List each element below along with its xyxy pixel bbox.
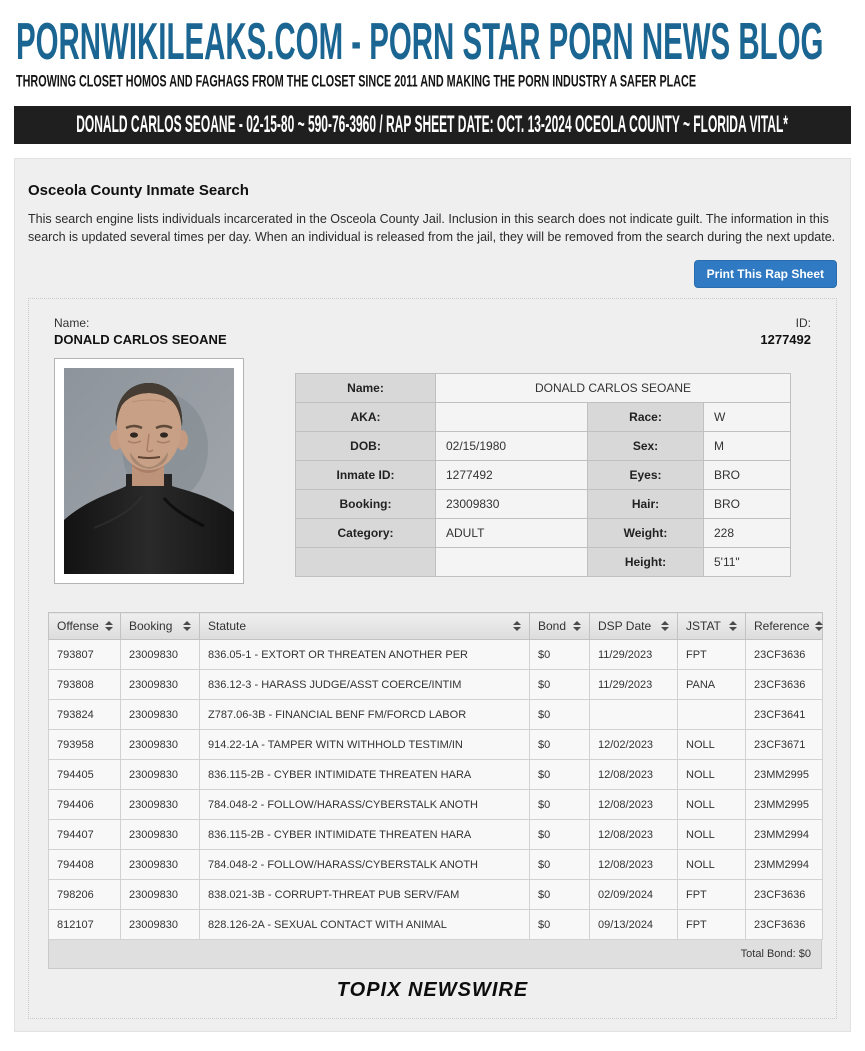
details-label-cell: Booking: (296, 490, 436, 519)
details-value-cell: BRO (704, 461, 791, 490)
offense-cell: $0 (530, 640, 590, 670)
details-value-cell (436, 403, 588, 432)
details-value-cell: ADULT (436, 519, 588, 548)
details-row (296, 432, 791, 461)
details-value-cell: DONALD CARLOS SEOANE (436, 374, 791, 403)
offense-cell: 23CF3636 (746, 910, 823, 940)
offense-cell: 23009830 (121, 910, 200, 940)
offense-cell: 793958 (49, 730, 121, 760)
topix-newswire-watermark: TOPIX NEWSWIRE (336, 979, 529, 1002)
offense-cell: 836.12-3 - HARASS JUDGE/ASST COERCE/INTIM (200, 670, 530, 700)
offense-cell: 12/08/2023 (590, 820, 678, 850)
details-label-cell: Hair: (588, 490, 704, 519)
offense-cell: NOLL (678, 850, 746, 880)
offense-row (49, 850, 823, 880)
column-label: Offense (57, 619, 99, 634)
offense-cell: $0 (530, 850, 590, 880)
offense-cell: 12/08/2023 (590, 850, 678, 880)
column-header-jstat[interactable] (678, 613, 746, 640)
offense-cell: 836.115-2B - CYBER INTIMIDATE THREATEN HARA (200, 760, 530, 790)
details-value-cell: 02/15/1980 (436, 432, 588, 461)
offense-cell: 23009830 (121, 640, 200, 670)
column-label: DSP Date (598, 619, 652, 634)
offense-cell: $0 (530, 910, 590, 940)
id-block (760, 315, 811, 348)
offense-cell: 11/29/2023 (590, 640, 678, 670)
details-label-cell: Race: (588, 403, 704, 432)
offense-cell: NOLL (678, 730, 746, 760)
site-tagline: THROWING CLOSET HOMOS AND FAGHAGS FROM THE CLOSET SINCE 2011 AND MAKING THE PORN INDUSTRY A SAFER PLACE (16, 72, 697, 91)
offense-cell: 793808 (49, 670, 121, 700)
offense-cell: 23MM2994 (746, 850, 823, 880)
inmate-record-box (28, 298, 837, 1019)
offense-table-header (49, 613, 823, 640)
mugshot-illustration (64, 368, 234, 574)
offense-cell: $0 (530, 670, 590, 700)
column-header-booking[interactable] (121, 613, 200, 640)
details-label-cell: DOB: (296, 432, 436, 461)
offense-row (49, 640, 823, 670)
offense-cell: $0 (530, 820, 590, 850)
sort-icon[interactable] (815, 621, 823, 631)
offense-cell: 793824 (49, 700, 121, 730)
content-panel (14, 158, 851, 1032)
column-header-reference[interactable] (746, 613, 823, 640)
name-block (54, 315, 227, 348)
offense-cell: 23CF3671 (746, 730, 823, 760)
details-value-cell: 5'11" (704, 548, 791, 577)
offense-cell: 914.22-1A - TAMPER WITN WITHHOLD TESTIM/IN (200, 730, 530, 760)
offense-cell: 09/13/2024 (590, 910, 678, 940)
name-id-row (54, 315, 811, 348)
column-label: Bond (538, 619, 567, 634)
total-bond-bar: Total Bond: $0 (48, 940, 822, 969)
offense-cell: NOLL (678, 820, 746, 850)
offense-cell: FPT (678, 640, 746, 670)
offense-row (49, 730, 823, 760)
details-value-cell: 1277492 (436, 461, 588, 490)
offense-cell: 12/08/2023 (590, 760, 678, 790)
details-label-cell: Eyes: (588, 461, 704, 490)
offense-cell: 23MM2995 (746, 790, 823, 820)
details-label-cell: Inmate ID: (296, 461, 436, 490)
offense-cell: 784.048-2 - FOLLOW/HARASS/CYBERSTALK ANOTH (200, 850, 530, 880)
offense-cell: 23CF3641 (746, 700, 823, 730)
details-value-cell: W (704, 403, 791, 432)
offense-cell: 12/02/2023 (590, 730, 678, 760)
offense-cell: 23009830 (121, 760, 200, 790)
column-label: JSTAT (686, 619, 721, 634)
offense-row (49, 760, 823, 790)
offense-cell: 793807 (49, 640, 121, 670)
offense-cell: 794408 (49, 850, 121, 880)
details-value-cell: 23009830 (436, 490, 588, 519)
offense-cell (590, 700, 678, 730)
offense-cell: Z787.06-3B - FINANCIAL BENF FM/FORCD LABOR (200, 700, 530, 730)
offense-cell: 794405 (49, 760, 121, 790)
details-value-cell (436, 548, 588, 577)
offense-cell: NOLL (678, 790, 746, 820)
inmate-details-table (295, 373, 791, 577)
offense-cell: 812107 (49, 910, 121, 940)
offense-cell: 798206 (49, 880, 121, 910)
offense-cell: 836.115-2B - CYBER INTIMIDATE THREATEN HARA (200, 820, 530, 850)
offense-cell: 794407 (49, 820, 121, 850)
mugshot-photo (54, 358, 244, 584)
details-row (296, 519, 791, 548)
offense-cell: 23MM2994 (746, 820, 823, 850)
details-label-cell: Sex: (588, 432, 704, 461)
offense-cell: 23MM2995 (746, 760, 823, 790)
offense-row (49, 880, 823, 910)
offense-cell: $0 (530, 760, 590, 790)
offense-cell: 23009830 (121, 880, 200, 910)
offense-row (49, 820, 823, 850)
name-label: Name: (54, 316, 90, 331)
offense-cell: PANA (678, 670, 746, 700)
column-label: Booking (129, 619, 173, 634)
offense-cell: 23CF3636 (746, 670, 823, 700)
offense-cell: 23009830 (121, 850, 200, 880)
offense-cell: $0 (530, 700, 590, 730)
offense-cell: 23CF3636 (746, 640, 823, 670)
details-row (296, 461, 791, 490)
column-header-bond[interactable] (530, 613, 590, 640)
offense-cell: 23009830 (121, 700, 200, 730)
offense-cell: FPT (678, 910, 746, 940)
offense-cell (678, 700, 746, 730)
details-row (296, 374, 791, 403)
offense-row (49, 790, 823, 820)
offense-cell: 23009830 (121, 730, 200, 760)
details-value-cell: 228 (704, 519, 791, 548)
offense-cell: $0 (530, 730, 590, 760)
details-label-cell: Weight: (588, 519, 704, 548)
details-row (296, 490, 791, 519)
details-value-cell: BRO (704, 490, 791, 519)
offense-cell: 828.126-2A - SEXUAL CONTACT WITH ANIMAL (200, 910, 530, 940)
rap-sheet-banner-text: DONALD CARLOS SEOANE - 02-15-80 ~ 590-76-3960 / RAP SHEET DATE: OCT. 13-2024 OCEOLA COUNTY ~ FLORIDA VITAL* (76, 111, 789, 138)
details-label-cell: Name: (296, 374, 436, 403)
details-label-cell: Height: (588, 548, 704, 577)
section-description: This search engine lists individuals incarcerated in the Osceola County Jail. Inclusion in this search does not indicate guilt. The information in this search is updated several times per day. When an individual is released from the jail, they will be removed from the search during the next update. (28, 212, 836, 245)
column-label: Statute (208, 619, 247, 634)
offense-table (48, 612, 823, 940)
details-label-cell: AKA: (296, 403, 436, 432)
details-value-cell: M (704, 432, 791, 461)
offense-cell: 23009830 (121, 790, 200, 820)
offense-row (49, 910, 823, 940)
offense-cell: 784.048-2 - FOLLOW/HARASS/CYBERSTALK ANOTH (200, 790, 530, 820)
offense-cell: 836.05-1 - EXTORT OR THREATEN ANOTHER PER (200, 640, 530, 670)
sort-icon[interactable] (105, 621, 113, 631)
details-row (296, 548, 791, 577)
inmate-id: 1277492 (760, 332, 811, 348)
offense-cell: 11/29/2023 (590, 670, 678, 700)
photo-details-row (54, 358, 811, 584)
site-header (0, 0, 865, 90)
column-label: Reference (754, 619, 810, 634)
inmate-name: DONALD CARLOS SEOANE (54, 332, 227, 348)
sort-icon[interactable] (661, 621, 669, 631)
sort-icon[interactable] (513, 621, 521, 631)
section-heading: Osceola County Inmate Search (28, 182, 249, 199)
offense-cell: FPT (678, 880, 746, 910)
id-label: ID: (795, 316, 811, 331)
column-header-statute[interactable] (200, 613, 530, 640)
sort-icon[interactable] (183, 621, 191, 631)
offense-cell: 23CF3636 (746, 880, 823, 910)
details-row (296, 403, 791, 432)
site-title: PORNWIKILEAKS.COM - PORN STAR PORN NEWS BLOG (16, 11, 824, 71)
offense-cell: 23009830 (121, 820, 200, 850)
offense-cell: 02/09/2024 (590, 880, 678, 910)
offense-cell: 838.021-3B - CORRUPT-THREAT PUB SERV/FAM (200, 880, 530, 910)
offense-cell: 12/08/2023 (590, 790, 678, 820)
offense-cell: NOLL (678, 760, 746, 790)
offense-row (49, 700, 823, 730)
sort-icon[interactable] (573, 621, 581, 631)
details-label-cell: Category: (296, 519, 436, 548)
rap-sheet-banner (14, 106, 851, 144)
button-row (28, 260, 837, 288)
print-rap-sheet-button[interactable]: Print This Rap Sheet (694, 260, 837, 288)
offense-row (49, 670, 823, 700)
offense-cell: 794406 (49, 790, 121, 820)
offense-cell: $0 (530, 880, 590, 910)
column-header-dsp-date[interactable] (590, 613, 678, 640)
offense-cell: $0 (530, 790, 590, 820)
column-header-offense[interactable] (49, 613, 121, 640)
offense-cell: 23009830 (121, 670, 200, 700)
sort-icon[interactable] (729, 621, 737, 631)
details-label-cell (296, 548, 436, 577)
